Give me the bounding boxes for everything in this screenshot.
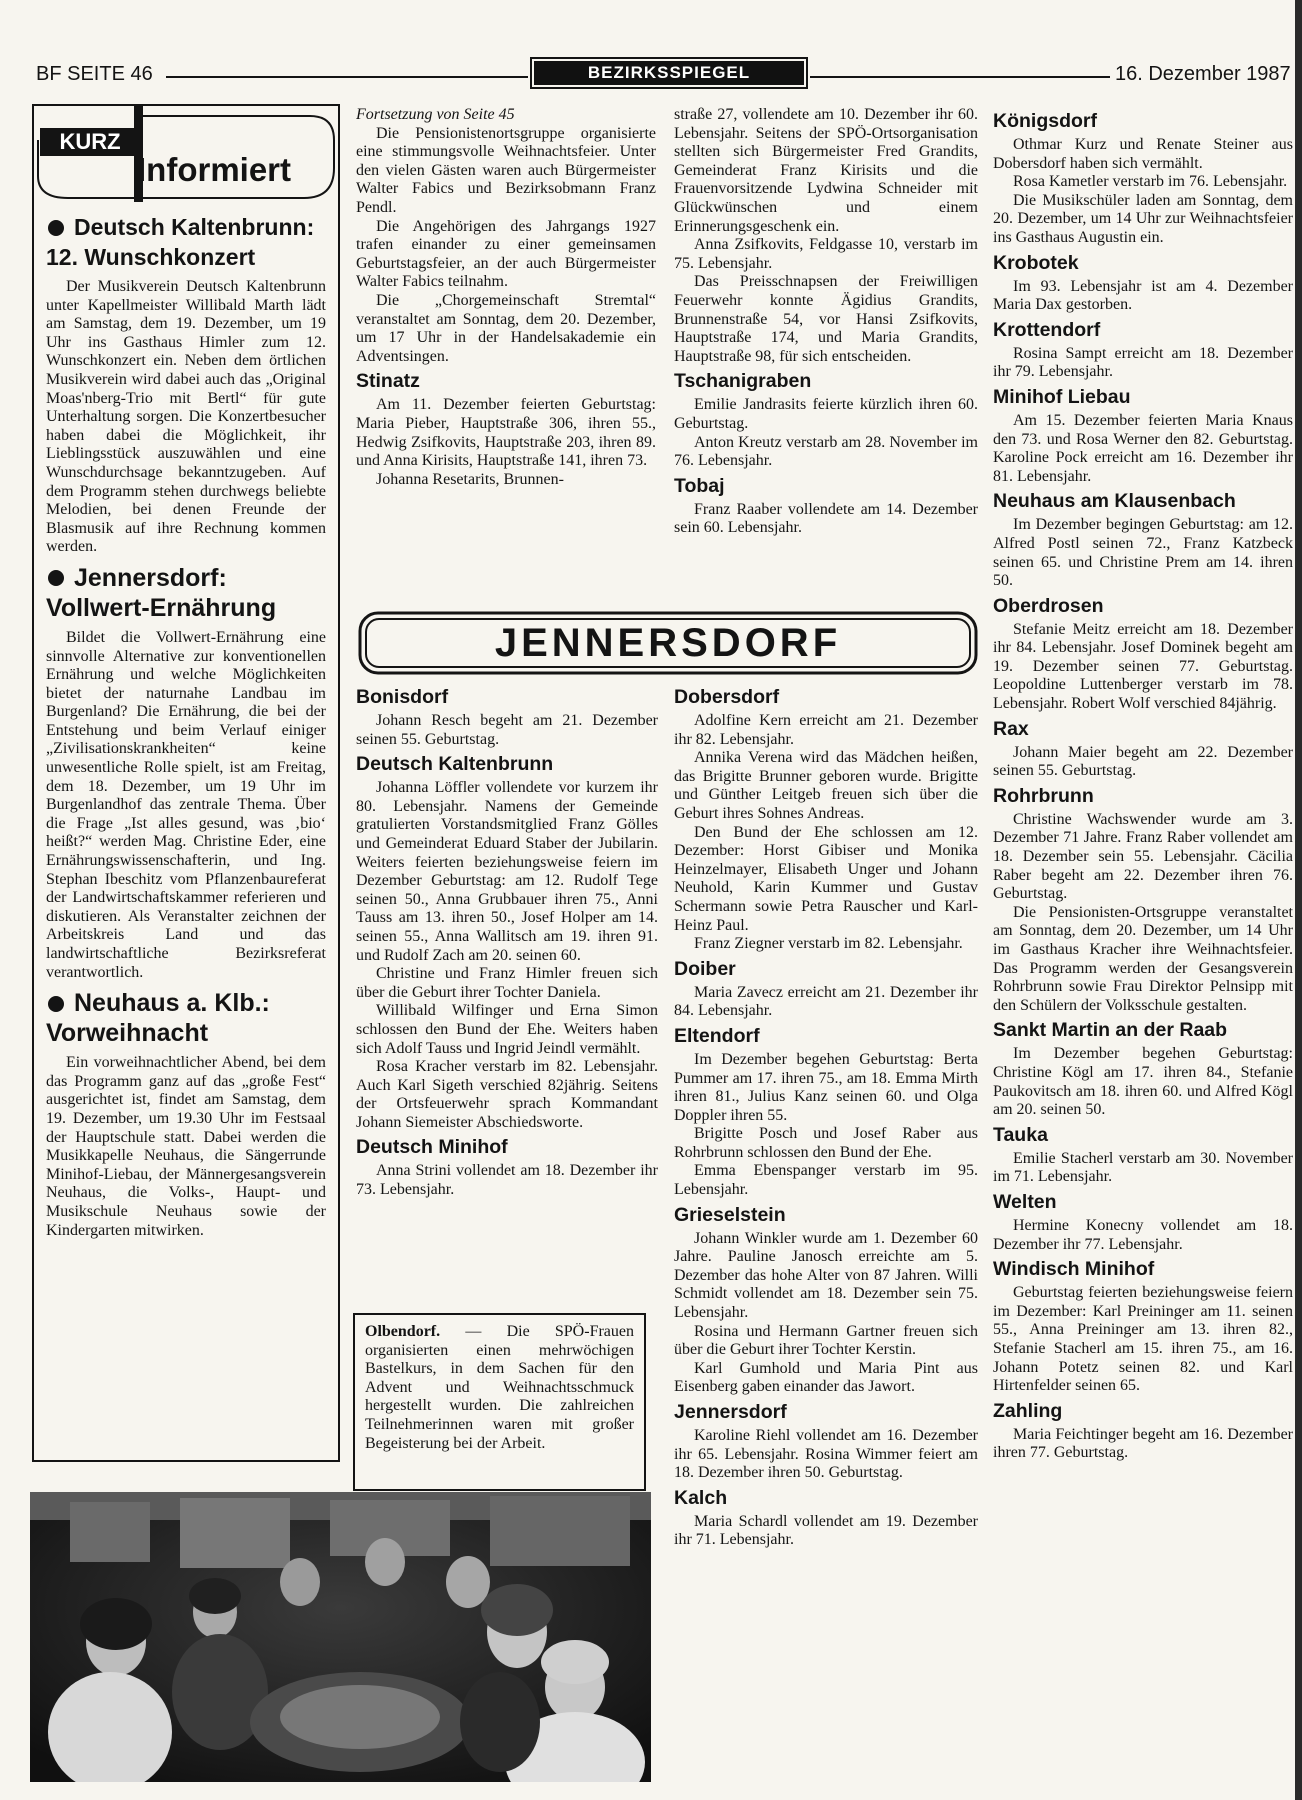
paragraph: Emilie Stacherl verstarb am 30. November im 71. Lebensjahr. — [993, 1149, 1293, 1186]
region-banner — [358, 611, 978, 675]
paragraph: Johann Resch begeht am 21. Dezember seinen 55. Geburtstag. — [356, 712, 658, 748]
article-text: Der Musikverein Deutsch Kaltenbrunn unter Kapellmeister Willibald Marth lädt am Samstag, dem 19. Dezember, um 19 Uhr ins Gasthaus Himler zum 12. Wunschkonzert ein. Neben dem örtlichen Musikverein wird dabei auch das „Original Moas'nberg-Trio mit Bertl“ für gute Unterhaltung sorgen. Die Konzertbesucher haben dabei die Möglichkeit, ihr Lieblingsstück auszuwählen und eine Wunschdurchsage bekanntzugeben. Auf dem Programm stehen durchwegs beliebte Melodien, bei denen Freunde der Blasmusik auf ihre Rechnung kommen werden. — [46, 278, 326, 556]
place-heading: Oberdrosen — [993, 594, 1104, 617]
section-label-box — [530, 57, 808, 89]
column-3-bottom — [674, 682, 978, 1782]
paragraph: Im Dezember begingen Geburtstag: am 12. Alfred Postl seinen 72., Franz Katzbeck seinen 65. und Christine Prem am 14. ihren 50. — [993, 516, 1293, 590]
paragraph: Maria Schardl vollendet am 19. Dezember ihr 71. Lebensjahr. — [674, 1512, 978, 1549]
paragraph: Emma Ebenspanger verstarb im 95. Lebensjahr. — [674, 1162, 978, 1199]
issue-date: 16. Dezember 1987 — [1115, 63, 1291, 85]
article-title: Deutsch Kaltenbrunn: 12. Wunschkonzert — [46, 214, 315, 270]
place-heading: Krobotek — [993, 251, 1079, 274]
paragraph: Maria Zavecz erreicht am 21. Dezember ihr 84. Lebensjahr. — [674, 983, 978, 1020]
place-heading: Rax — [993, 717, 1029, 740]
paragraph: Johann Maier begeht am 22. Dezember seinen 55. Geburtstag. — [993, 743, 1293, 780]
kurz-tab: KURZ — [40, 128, 140, 156]
place-heading: Sankt Martin an der Raab — [993, 1019, 1228, 1042]
header-rule-left — [166, 76, 528, 78]
informiert-word: Informiert — [137, 151, 292, 188]
place-heading: Doiber — [674, 957, 736, 980]
region-title: JENNERSDORF — [494, 621, 842, 665]
section-label: BEZIRKSSPIEGEL — [534, 61, 804, 85]
paragraph: Brigitte Posch und Josef Raber aus Rohrbrunn schlossen den Bund der Ehe. — [674, 1125, 978, 1161]
kurz-informiert-logo — [34, 106, 338, 202]
olbendorf-place: Olbendorf. — [365, 1323, 441, 1340]
paragraph: Am 15. Dezember feierten Maria Knaus den 73. und Rosa Werner den 82. Geburtstag. Karoline Pock erreicht am 16. Dezember ihr 81. Lebensjahr. — [993, 411, 1293, 485]
paragraph: Das Preisschnapsen der Freiwilligen Feuerwehr konnte Ägidius Grandits, Brunnenstraße 54, vor Hansi Zsifkovits, Hauptstraße 174, und Maria Grandits, Hauptstraße 98, für sich entscheiden. — [674, 273, 978, 365]
paragraph: Die Pensionisten-Ortsgruppe veranstaltet am Sonntag, dem 20. Dezember, um 14 Uhr im Gasthaus Kracher ihre Weihnachtsfeier. Das Programm werden der Gesangsverein Rohrbrunn sowie Frau Direktor Pelnsipp mit den Schülern der Volksschule gestalten. — [993, 903, 1293, 1014]
column-2-top — [356, 106, 656, 594]
olbendorf-text — [365, 1323, 634, 1453]
paragraph: Geburtstag feierten beziehungsweise feiern im Dezember: Karl Preininger am 11. seinen 55., Anna Preininger am 13. ihren 82., Stefanie Stacherl am 15. ihren 75., am 16. Johann Potetz seinen 82. und Karl Hirtenfelder seinen 65. — [993, 1284, 1293, 1395]
place-heading: Rohrbrunn — [993, 784, 1094, 807]
photo-image — [30, 1492, 651, 1782]
paragraph: Hermine Konecny vollendet am 18. Dezember ihr 77. Lebensjahr. — [993, 1216, 1293, 1253]
paragraph: Rosina Sampt erreicht am 18. Dezember ihr 79. Lebensjahr. — [993, 344, 1293, 381]
paragraph: Die „Chorgemeinschaft Stremtal“ veranstaltet am Sonntag, dem 20. Dezember, um 17 Uhr in der Handelsakademie ein Adventsingen. — [356, 291, 656, 365]
olbendorf-body: — Die SPÖ-Frauen organisierten einen mehrwöchigen Bastelkurs, in dem Sachen für den Advent und Weihnachtsschmuck hergestellt wurden. Die zahlreichen Teilnehmerinnen waren mit großer Begeisterung bei der Arbeit. — [365, 1323, 634, 1452]
bullet-icon — [48, 220, 64, 236]
paragraph: Den Bund der Ehe schlossen am 12. Dezember: Horst Gibiser und Monika Heinzelmayer, Elisabeth Unger und Johann Neuhold, Karin Kummer und Gustav Schermann sowie Petra Rauscher und Karl-Heinz Paul. — [674, 823, 978, 934]
paragraph: Stefanie Meitz erreicht am 18. Dezember ihr 84. Lebensjahr. Josef Dominek begeht am 19. Dezember seinen 77. Geburtstag. Leopoldine Luttenberger verstarb im 78. Lebensjahr. Robert Wolf verschied 84jährig. — [993, 620, 1293, 713]
place-heading: Jennersdorf — [674, 1401, 787, 1423]
paragraph: Willibald Wilfinger und Erna Simon schlossen den Bund der Ehe. Weiters haben sich Adolf Tauss und Ingrid Jeindl vermählt. — [356, 1002, 658, 1057]
column-3-top — [674, 106, 978, 594]
paragraph: Am 11. Dezember feierten Geburtstag: Maria Pieber, Hauptstraße 306, ihren 55., Hedwig Zsifkovits, Hauptstraße 203, ihren 89. und Anna Kirisits, Hauptstraße 141, ihren 73. — [356, 396, 656, 470]
paragraph: Anton Kreutz verstarb am 28. November im 76. Lebensjahr. — [674, 433, 978, 470]
page-number: BF SEITE 46 — [36, 63, 153, 85]
place-heading: Dobersdorf — [674, 686, 780, 708]
paragraph: Rosina und Hermann Gartner freuen sich über die Geburt ihrer Tochter Kerstin. — [674, 1322, 978, 1359]
paragraph: Karl Gumhold und Maria Pint aus Eisenberg gaben einander das Jawort. — [674, 1359, 978, 1396]
place-heading: Tauka — [993, 1123, 1048, 1146]
kurz-informiert-column — [46, 206, 326, 1456]
place-heading: Stinatz — [356, 370, 420, 393]
place-heading: Neuhaus am Klausenbach — [993, 490, 1236, 513]
column-4 — [993, 106, 1293, 1786]
paragraph: Annika Verena wird das Mädchen heißen, das Brigitte Brunner geboren wurde. Brigitte und Günther Leitgeb freuen sich über die Geburt ihres Sohnes Andreas. — [674, 749, 978, 822]
bullet-icon — [48, 570, 64, 586]
place-heading: Eltendorf — [674, 1024, 760, 1047]
paragraph: Maria Feichtinger begeht am 16. Dezember ihren 77. Geburtstag. — [993, 1425, 1293, 1462]
bullet-icon — [48, 996, 64, 1012]
place-heading: Zahling — [993, 1399, 1063, 1422]
column-2-bottom — [356, 682, 658, 1308]
continuation-note: Fortsetzung von Seite 45 — [356, 106, 515, 123]
paragraph: Im 93. Lebensjahr ist am 4. Dezember Maria Dax gestorben. — [993, 277, 1293, 314]
place-heading: Krottendorf — [993, 318, 1101, 341]
paragraph: Im Dezember begehen Geburtstag: Christine Kögl am 17. ihren 84., Stefanie Paukovitsch am 18. ihren 60. und Alfred Kögl am 20. seinen 50. — [993, 1045, 1293, 1119]
paragraph: Rosa Kametler verstarb im 76. Lebensjahr. — [1013, 173, 1288, 191]
place-heading: Kalch — [674, 1486, 728, 1509]
place-heading: Tschanigraben — [674, 370, 812, 393]
paragraph: Adolfine Kern erreicht am 21. Dezember ihr 82. Lebensjahr. — [674, 712, 978, 748]
place-heading: Welten — [993, 1190, 1057, 1213]
article-text: Ein vorweihnachtlicher Abend, bei dem das Programm ganz auf das „große Fest“ ausgerichtet ist, findet am Samstag, dem 19. Dezember, um 19.30 Uhr im Festsaal der Hauptschule statt. Dabei werden die Musikkapelle Neuhaus, die Sängerrunde Minihof-Liebau, der Männergesangsverein Neuhaus, die Volks-, Haupt- und Musikschule Neuhaus sowie der Kindergarten mitwirken. — [46, 1054, 326, 1239]
place-heading: Grieselstein — [674, 1203, 786, 1226]
page-edge-shadow — [1295, 0, 1302, 1800]
place-heading: Deutsch Minihof — [356, 1136, 508, 1159]
paragraph: Franz Raaber vollendete am 14. Dezember sein 60. Lebensjahr. — [674, 500, 978, 537]
olbendorf-box — [353, 1313, 646, 1491]
paragraph: Othmar Kurz und Renate Steiner aus Dobersdorf haben sich vermählt. — [993, 136, 1293, 172]
place-heading: Windisch Minihof — [993, 1258, 1155, 1281]
news-photo — [30, 1492, 651, 1782]
paragraph: Die Musikschüler laden am Sonntag, dem 20. Dezember, um 14 Uhr zur Weihnachtsfeier ins Gasthaus Augustin ein. — [993, 191, 1293, 246]
place-heading: Königsdorf — [993, 110, 1097, 132]
paragraph: Anna Strini vollendet am 18. Dezember ihr 73. Lebensjahr. — [356, 1162, 658, 1199]
article-title: Neuhaus a. Klb.: Vorweihnacht — [46, 989, 270, 1048]
paragraph: Emilie Jandrasits feierte kürzlich ihren 60. Geburtstag. — [674, 396, 978, 432]
place-heading: Bonisdorf — [356, 686, 449, 708]
paragraph: Anna Zsifkovits, Feldgasse 10, verstarb im 75. Lebensjahr. — [674, 236, 978, 272]
place-heading: Minihof Liebau — [993, 385, 1131, 408]
article-text: Bildet die Vollwert-Ernährung eine sinnvolle Alternative zur konventionellen Ernährung und welche Möglichkeiten bietet der naturnahe Landbau im Burgenland? Die Ernährung, die bei der Entstehung und beim Verlauf einiger „Zivilisationskrankheiten“ keine unwesentliche Rolle spielt, ist am Freitag, dem 18. Dezember, um 19 Uhr im Burgenlandhof das zentrale Thema. Über die Frage „Ist alles gesund, was ‚bio‘ heißt?“ werden Mag. Christine Eder, eine Ernährungswissenschafterin, und Ing. Stephan Ibeschitz vom Pflanzenbaureferat der Landwirtschaftskammer referieren und diskutieren. Als Veranstalter zeichnen der Arbeitskreis Land und das landwirtschaftliche Bezirksreferat verantwortlich. — [46, 628, 326, 981]
paragraph: Die Angehörigen des Jahrgangs 1927 trafen einander zu einer gemeinsamen Geburtstagsfeier, an der auch Bürgermeister Walter Fabics teilnahm. — [356, 217, 656, 291]
paragraph: Christine und Franz Himler freuen sich über die Geburt ihrer Tochter Daniela. — [356, 965, 658, 1001]
paragraph: Karoline Riehl vollendet am 16. Dezember ihr 65. Lebensjahr. Rosina Wimmer feiert am 18. Dezember ihren 50. Geburtstag. — [674, 1427, 978, 1482]
paragraph: Im Dezember begehen Geburtstag: Berta Pummer am 17. ihren 75., am 18. Emma Mirth ihren 81., Julius Kanz seinen 60. und Olga Doppler ihren 55. — [674, 1050, 978, 1124]
place-heading: Deutsch Kaltenbrunn — [356, 753, 554, 776]
header-rule-right — [810, 76, 1110, 78]
place-heading: Tobaj — [674, 474, 725, 497]
paragraph: Johanna Resetarits, Brunnen- — [376, 470, 564, 488]
paragraph: Johann Winkler wurde am 1. Dezember 60 Jahre. Pauline Janosch erreichte am 5. Dezember das hohe Alter von 87 Jahren. Willi Schmidt vollendet am 18. Dezember sein 75. Lebensjahr. — [674, 1229, 978, 1322]
paragraph: Die Pensionistenortsgruppe organisierte eine stimmungsvolle Weihnachtsfeier. Unter den vielen Gästen waren auch Bürgermeister Walter Fabics und Bezirksobmann Franz Pendl. — [356, 124, 656, 216]
paragraph: straße 27, vollendete am 10. Dezember ihr 60. Lebensjahr. Seitens der SPÖ-Ortsorganisation stellten sich Bürgermeister Fred Grandits, Gemeinderat Franz Kirisits und die Frauenvorsitzende Lydwina Schneider mit Glückwünschen und einem Erinnerungsgeschenk ein. — [674, 106, 978, 235]
paragraph: Christine Wachswender wurde am 3. Dezember 71 Jahre. Franz Raber vollendet am 18. Dezember sein 55. Lebensjahr. Cäcilia Raber begeht am 22. Dezember ihren 76. Geburtstag. — [993, 810, 1293, 903]
paragraph: Rosa Kracher verstarb im 82. Lebensjahr. Auch Karl Sigeth verschied 82jährig. Seitens der Ortsfeuerwehr sprach Kommandant Johann Siemeister Abschiedsworte. — [356, 1058, 658, 1131]
paragraph: Franz Ziegner verstarb im 82. Lebensjahr. — [694, 935, 963, 953]
paragraph: Johanna Löffler vollendete vor kurzem ihr 80. Lebensjahr. Namens der Gemeinde gratulierten Vorstandsmitglied Franz Gölles und Gemeinderat Eduard Staber der Jubilarin. Weiters feierten beziehungsweise feiern im Dezember Geburtstag: am 12. Rudolf Tege seinen 50., Anna Grubbauer ihren 75., Anni Tauss am 13. ihren 50., Josef Holper am 14. seinen 55., Anna Wallitsch am 19. ihren 91. und Rudolf Zach am 20. seinen 60. — [356, 779, 658, 964]
article-title: Jennersdorf: Vollwert-Ernährung — [46, 563, 277, 622]
